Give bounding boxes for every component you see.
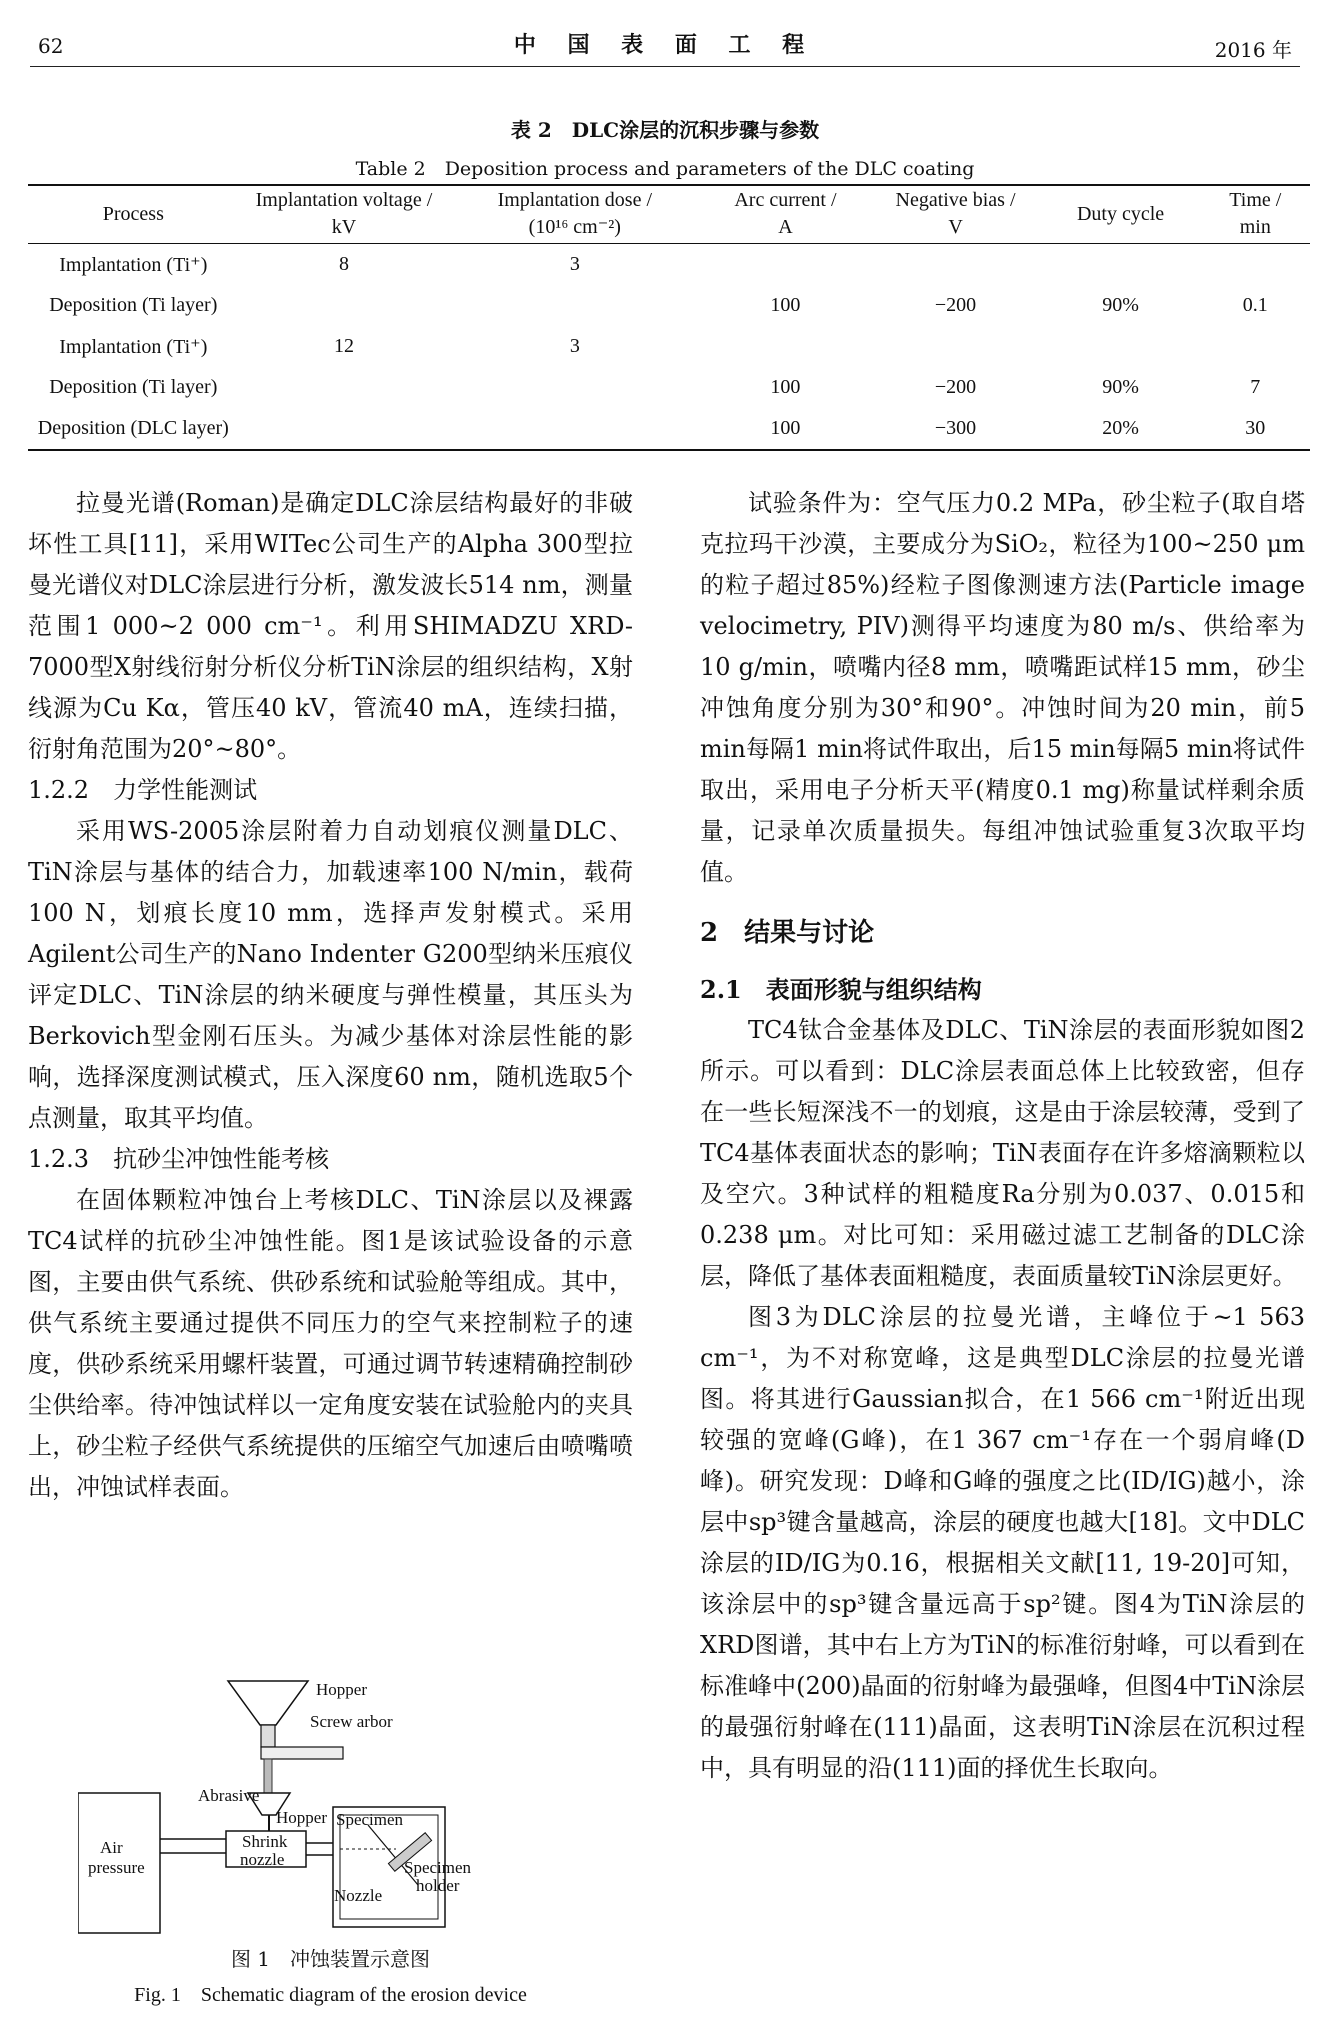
table-cell <box>239 367 450 408</box>
label-nozzle: Nozzle <box>334 1886 383 1905</box>
table-cell <box>239 408 450 450</box>
header-year: 2016 年 <box>1214 38 1292 62</box>
label-nozzle-1: nozzle <box>240 1850 285 1869</box>
table-header-row <box>28 185 1310 244</box>
table-cell: −200 <box>934 376 977 398</box>
section-heading-2: 2 结果与讨论 <box>700 918 875 948</box>
table-cell: 90% <box>1102 294 1139 316</box>
right-column <box>700 483 1305 1789</box>
table-cell: 100 <box>700 408 870 450</box>
table-cell: Deposition (Ti layer) <box>49 294 218 316</box>
table-cell <box>1041 244 1201 286</box>
table-cell: 12 <box>333 335 354 357</box>
label-air-2: pressure <box>88 1858 145 1877</box>
table-cell: 20% <box>1041 408 1201 450</box>
table-cell: 8 <box>338 253 349 275</box>
header-process: Process <box>28 185 239 244</box>
paragraph-erosion: 在固体颗粒冲蚀台上考核DLC、TiN涂层以及裸露TC4试样的抗砂尘冲蚀性能。图1是该试验设备的示意图，主要由供气系统、供砂系统和试验舱等组成。其中，供气系统主要通过提供不同压力的空气来控制粒子的速度，供砂系统采用螺杆装置，可通过调节转速精确控制砂尘供给率。待冲蚀试样以一定角度安装在试验舱内的夹具上，砂尘粒子经供气系统提供的压缩空气加速后由喷嘴喷出，冲蚀试样表面。 <box>28 1186 633 1501</box>
table-cell <box>449 285 700 326</box>
page-number: 62 <box>38 34 64 58</box>
table-cell <box>870 244 1040 286</box>
table-cell: Deposition (Ti layer) <box>49 376 218 398</box>
hopper-top-shape <box>228 1681 308 1725</box>
figure-caption-en: Fig. 1 Schematic diagram of the erosion device <box>134 1984 527 2006</box>
label-air-1: Air <box>100 1838 123 1857</box>
paragraph-surface: TC4钛合金基体及DLC、TiN涂层的表面形貌如图2所示。可以看到：DLC涂层表面总体上比较致密，但存在一些长短深浅不一的划痕，这是由于涂层较薄，受到了TC4基体表面状态的影响；TiN表面存在许多熔滴颗粒以及空穴。3种试样的粗糙度Ra分别为0.037、0.015和0.238 μm。对比可知：采用磁过滤工艺制备的DLC涂层，降低了基体表面粗糙度，表面质量较TiN涂层更好。 <box>700 1016 1305 1290</box>
table-cell: 7 <box>1250 376 1261 398</box>
table-cell: Implantation (Ti⁺) <box>59 336 208 358</box>
table-cell: −200 <box>934 294 977 316</box>
table-cell: 3 <box>569 335 580 357</box>
hopper-neck <box>261 1725 275 1747</box>
table-row <box>28 408 1310 450</box>
label-specimen-holder-1: Specimen <box>404 1858 472 1877</box>
table-caption-cn: 表 2 DLC涂层的沉积步骤与参数 <box>510 118 820 142</box>
table-cell: 30 <box>1201 408 1310 450</box>
left-column <box>28 483 633 1508</box>
table-cell <box>239 285 450 326</box>
table-cell <box>700 244 870 286</box>
label-abrasive: Abrasive <box>198 1786 260 1805</box>
header-voltage: Implantation voltage / kV <box>239 185 450 244</box>
header-rule <box>30 66 1300 67</box>
table-cell <box>449 367 700 408</box>
paragraph-raman: 拉曼光谱(Roman)是确定DLC涂层结构最好的非破坏性工具[11]，采用WITec公司生产的Alpha 300型拉曼光谱仪对DLC涂层进行分析，激发波长514 nm，测量范围1 000~2 000 cm⁻¹。利用SHIMADZU XRD-7000型X射线衍射分析仪分析TiN涂层的组织结构，X射线源为Cu Kα，管压40 kV，管流40 mA，连续扫描，衍射角范围为20°~80°。 <box>28 489 633 763</box>
paragraph-mechanical: 采用WS-2005涂层附着力自动划痕仪测量DLC、TiN涂层与基体的结合力，加载速率100 N/min，载荷100 N，划痕长度10 mm，选择声发射模式。采用Agilent公司生产的Nano Indenter G200型纳米压痕仪评定DLC、TiN涂层的纳米硬度与弹性模量，其压头为Berkovich型金刚石压头。为减少基体对涂层性能的影响，选择深度测试模式，压入深度60 nm，随机选取5个点测量，取其平均值。 <box>28 817 633 1132</box>
header-arc-current: Arc current / A <box>700 185 870 244</box>
section-heading-1-2-3: 1.2.3 抗砂尘冲蚀性能考核 <box>28 1145 330 1173</box>
journal-title: 中 国 表 面 工 程 <box>513 32 817 58</box>
erosion-device-diagram <box>78 1675 638 1935</box>
table-caption-en: Table 2 Deposition process and parameters of the DLC coating <box>355 158 975 180</box>
paragraph-test-conditions: 试验条件为：空气压力0.2 MPa，砂尘粒子(取自塔克拉玛干沙漠，主要成分为SiO₂，粒径为100~250 μm的粒子超过85%)经粒子图像测速方法(Particle image velocimetry, PIV)测得平均速度为80 m/s、供给率为10 g/min，喷嘴内径8 mm，喷嘴距试样15 mm，砂尘冲蚀角度分别为30°和90°。冲蚀时间为20 min，前5 min每隔1 min将试件取出，后15 min每隔5 min将试件取出，采用电子分析天平(精度0.1 mg)称量试样剩余质量，记录单次质量损失。每组冲蚀试验重复3次取平均值。 <box>700 489 1305 886</box>
table-row <box>28 285 1310 326</box>
label-specimen-holder-2: holder <box>416 1876 460 1895</box>
table-cell <box>1201 244 1310 286</box>
table-cell: −300 <box>870 408 1040 450</box>
table-cell: 100 <box>770 294 801 316</box>
table-cell: 90% <box>1102 376 1139 398</box>
figure-caption-cn: 图 1 冲蚀装置示意图 <box>230 1947 431 1971</box>
header-duty-cycle: Duty cycle <box>1041 185 1201 244</box>
label-screw-arbor: Screw arbor <box>310 1712 393 1731</box>
table-cell <box>870 326 1040 367</box>
table-cell <box>449 408 700 450</box>
table-row <box>28 326 1310 367</box>
header-dose: Implantation dose / (10¹⁶ cm⁻²) <box>449 185 700 244</box>
header-time: Time / min <box>1201 185 1310 244</box>
screw-arbor-shape <box>261 1747 343 1759</box>
table-cell: Deposition (DLC layer) <box>28 408 239 450</box>
paragraph-raman-results: 图3为DLC涂层的拉曼光谱，主峰位于~1 563 cm⁻¹，为不对称宽峰，这是典型DLC涂层的拉曼光谱图。将其进行Gaussian拟合，在1 566 cm⁻¹附近出现较强的宽峰(G峰)，在1 367 cm⁻¹存在一个弱肩峰(D峰)。研究发现：D峰和G峰的强度之比(ID/IG)越小，涂层中sp³键含量越高，涂层的硬度也越大[18]。文中DLC涂层的ID/IG为0.16，根据相关文献[11, 19-20]可知，该涂层中的sp³键含量远高于sp²键。图4为TiN涂层的XRD图谱，其中右上方为TiN的标准衍射峰，可以看到在标准峰中(200)晶面的衍射峰为最强峰，但图4中TiN涂层的最强衍射峰在(111)晶面，这表明TiN涂层在沉积过程中，具有明显的沿(111)面的择优生长取向。 <box>700 1303 1305 1782</box>
table-cell <box>1041 326 1201 367</box>
label-shrink: Shrink <box>242 1832 288 1851</box>
table-cell: 0.1 <box>1242 294 1268 316</box>
header-bias: Negative bias / V <box>870 185 1040 244</box>
table-cell <box>1201 326 1310 367</box>
table-cell <box>700 326 870 367</box>
section-heading-2-1: 2.1 表面形貌与组织结构 <box>700 975 982 1004</box>
label-specimen: Specimen <box>336 1810 404 1829</box>
label-hopper-top: Hopper <box>316 1680 367 1699</box>
table-row <box>28 367 1310 408</box>
section-heading-1-2-2: 1.2.2 力学性能测试 <box>28 776 258 804</box>
label-hopper-mid: Hopper <box>276 1808 327 1827</box>
table-row <box>28 244 1310 286</box>
deposition-table <box>28 184 1310 451</box>
table-cell: 3 <box>569 253 580 275</box>
table-cell: 100 <box>770 376 801 398</box>
table-cell: Implantation (Ti⁺) <box>59 254 208 276</box>
